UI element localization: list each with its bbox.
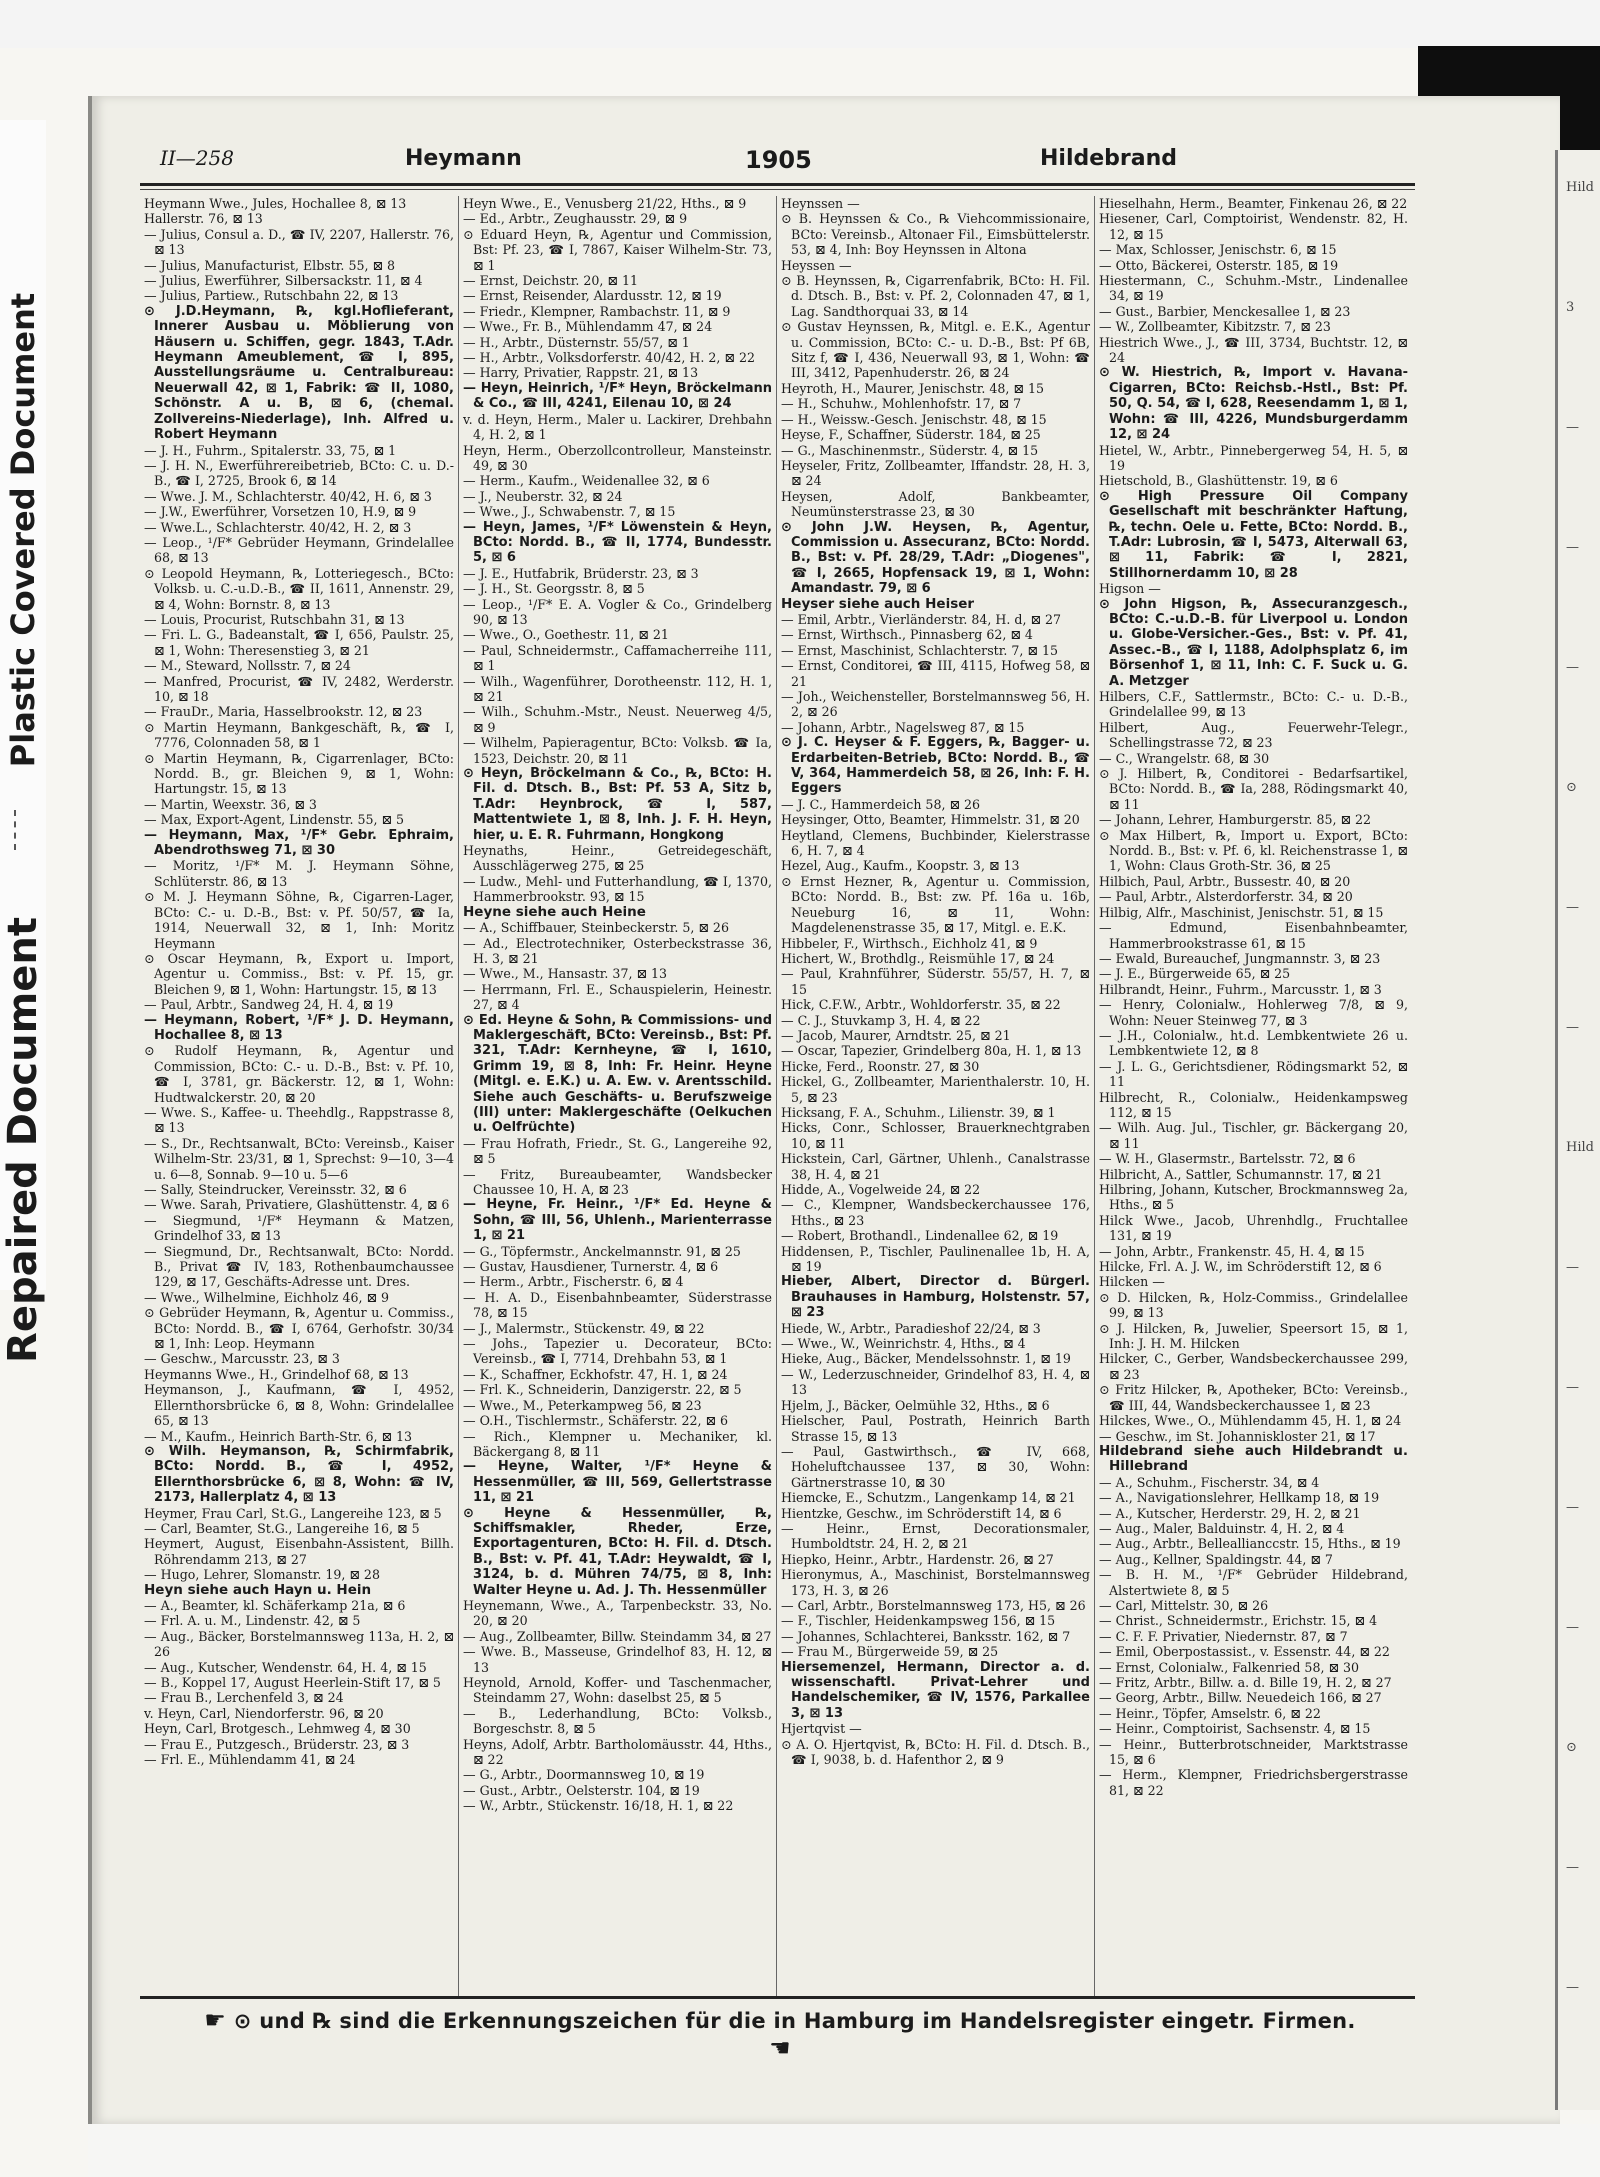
directory-entry: — F., Tischler, Heidenkampsweg 156, ⊠ 15 [781, 1613, 1056, 1629]
directory-entry: — Heyn, James, ¹/F* Löwenstein & Heyn, BCto: Nordd. B., ☎ II, 1774, Bundesstr. 5, ⊠ 6 [463, 519, 772, 566]
directory-entry: Hiestermann, C., Schuhm.-Mstr., Lindenallee 34, ⊠ 19 [1099, 273, 1408, 304]
directory-entry: Hiesener, Carl, Comptoirist, Wendenstr. 82, H. 12, ⊠ 15 [1099, 211, 1408, 242]
directory-entry: Hiede, W., Arbtr., Paradieshof 22/24, ⊠ 3 [781, 1320, 1041, 1336]
directory-entry: Heymer, Frau Carl, St.G., Langereihe 123, ⊠ 5 [144, 1505, 442, 1521]
directory-entry: Hickel, G., Zollbeamter, Marienthalerstr. 10, H. 5, ⊠ 23 [781, 1074, 1090, 1105]
directory-entry: Hjertqvist — [781, 1721, 862, 1737]
directory-entry: ⊙ Oscar Heymann, ℞, Export u. Import, Agentur u. Commiss., Bst: v. Pf. 15, gr. Bleichen 9, ⊠ 1, Wohn: Hartungstr. 15, ⊠ 13 [144, 950, 454, 997]
directory-entry: — Wwe. Sarah, Privatiere, Glashüttenstr. 4, ⊠ 6 [144, 1197, 450, 1213]
directory-entry: — A., Schuhm., Fischerstr. 34, ⊠ 4 [1099, 1474, 1320, 1490]
directory-entry: Heysen, Adolf, Bankbeamter, Neumünsterstrasse 23, ⊠ 30 [781, 488, 1090, 520]
directory-entry: Hilck Wwe., Jacob, Uhrenhdlg., Fruchtallee 131, ⊠ 19 [1099, 1212, 1408, 1244]
page-header [160, 146, 1420, 182]
directory-entry: ⊙ Heyn, Bröckelmann & Co., ℞, BCto: H. Fil. d. Dtsch. B., Bst: Pf. 53 A, Sitz b, T.Adr: Heynbrock, ☎ I, 587, Mattentwiete 1, ⊠ 8, Inh. J. F. H. Heyn, hier, u. E. R. Fuhrmann, Hongkong [463, 766, 772, 843]
header-rule-thin [140, 189, 1415, 190]
directory-entry: — FrauDr., Maria, Hasselbrookstr. 12, ⊠ 23 [144, 704, 423, 720]
directory-entry: — Gust., Arbtr., Oelsterstr. 104, ⊠ 19 [463, 1782, 700, 1798]
directory-entry: ⊙ Martin Heymann, Bankgeschäft, ℞, ☎ I, 7776, Colonnaden 58, ⊠ 1 [144, 719, 454, 751]
directory-entry: Heyns, Adolf, Arbtr. Bartholomäusstr. 44, Hths., ⊠ 22 [463, 1736, 772, 1768]
adjacent-page-fragment: Hild [1566, 1140, 1594, 1155]
directory-entry: — Herm., Arbtr., Fischerstr. 6, ⊠ 4 [463, 1274, 684, 1290]
directory-entry: — O.H., Tischlermstr., Schäferstr. 22, ⊠ 6 [463, 1413, 729, 1429]
directory-entry: — Frl. E., Mühlendamm 41, ⊠ 24 [144, 1752, 356, 1768]
directory-entry: — Heyne, Walter, ¹/F* Heyne & Hessenmüller, ☎ III, 569, Gellertstrasse 11, ⊠ 21 [463, 1459, 772, 1506]
directory-columns [140, 196, 1415, 1996]
directory-entry: Hilcke, Frl. A. J. W., im Schröderstift 12, ⊠ 6 [1099, 1259, 1382, 1275]
directory-entry: — Carl, Mittelstr. 30, ⊠ 26 [1099, 1597, 1269, 1613]
directory-entry: — Louis, Procurist, Rutschbahn 31, ⊠ 13 [144, 611, 405, 627]
directory-entry: — Herm., Kaufm., Weidenallee 32, ⊠ 6 [463, 473, 710, 489]
directory-entry: — Paul, Arbtr., Alsterdorferstr. 34, ⊠ 20 [1099, 889, 1353, 905]
directory-entry: — J.W., Ewerführer, Vorsetzen 10, H.9, ⊠ 9 [144, 504, 417, 520]
directory-entry: — M., Kaufm., Heinrich Barth-Str. 6, ⊠ 13 [144, 1428, 413, 1444]
column-3 [776, 196, 1094, 1996]
directory-entry: ⊙ J.D.Heymann, ℞, kgl.Hoflieferant, Innerer Ausbau u. Möblierung von Häusern u. Schiffen, gegr. 1843, T.Adr. Heymann Ameublement, ☎ I, 895, Ausstellungsräume u. Centralbureau: Neuerwall 42, ⊠ 1, Fabrik: ☎ II, 1080, Schönstr. A u. B, ⊠ 6, (chemal. Zollvereins-Niederlage), Inh. Alfred u. Robert Heymann [144, 303, 454, 443]
directory-entry: — Otto, Bäckerei, Osterstr. 185, ⊠ 19 [1099, 257, 1339, 273]
directory-entry: v. d. Heyn, Herm., Maler u. Lackirer, Drehbahn 4, H. 2, ⊠ 1 [463, 411, 772, 443]
directory-entry: — C., Klempner, Wandsbeckerchaussee 176, Hths., ⊠ 23 [781, 1197, 1090, 1228]
directory-entry: ⊙ B. Heynssen & Co., ℞ Viehcommissionaire, BCto: Vereinsb., Altonaer Fil., Eimsbüttelerstr. 53, ⊠ 4, Inh: Boy Heynssen in Altona [781, 211, 1090, 258]
directory-entry: ⊙ Rudolf Heymann, ℞, Agentur und Commission, BCto: C.- u. D.-B., Bst: v. Pf. 10, ☎ I, 3781, gr. Bäckerstr. 12, ⊠ 1, Wohn: Hudtwalckerstr. 20, ⊠ 20 [144, 1043, 454, 1105]
directory-entry: — Leop., ¹/F* E. A. Vogler & Co., Grindelberg 90, ⊠ 13 [463, 596, 772, 627]
directory-entry: — Wilh. Aug. Jul., Tischler, gr. Bäckergang 20, ⊠ 11 [1099, 1120, 1408, 1151]
directory-entry: — Wwe., M., Hansastr. 37, ⊠ 13 [463, 966, 668, 982]
directory-entry: — B., Lederhandlung, BCto: Volksb., Borgeschstr. 8, ⊠ 5 [463, 1705, 772, 1737]
directory-entry: ⊙ Heyne & Hessenmüller, ℞, Schiffsmakler, Rheder, Erze, Exportagenturen, BCto: H. Fil. d. Dtsch. B., Bst: v. Pf. 41, T.Adr: Heywaldt, ☎ I, 3124, b. d. Mühren 74/75, ⊠ 8, Inh: Walter Heyne u. Ad. J. Th. Hessenmüller [463, 1505, 772, 1598]
directory-entry: — Wwe. J. M., Schlachterstr. 40/42, H. 6, ⊠ 3 [144, 488, 432, 504]
directory-entry: — H., Schuhw., Mohlenhofstr. 17, ⊠ 7 [781, 396, 1022, 412]
adjacent-page-fragment: — [1566, 1260, 1579, 1275]
adjacent-page-fragment: — [1566, 1980, 1579, 1995]
directory-entry: — Julius, Manufacturist, Elbstr. 55, ⊠ 8 [144, 257, 396, 273]
directory-entry: Heyseler, Fritz, Zollbeamter, Iffandstr. 28, H. 3, ⊠ 24 [781, 457, 1090, 489]
directory-entry: — Ludw., Mehl- und Futterhandlung, ☎ I, 1370, Hammerbrookstr. 93, ⊠ 15 [463, 873, 772, 905]
directory-entry: — G., Maschinenmstr., Süderstr. 4, ⊠ 15 [781, 442, 1039, 458]
directory-entry: — Ernst, Reisender, Alardusstr. 12, ⊠ 19 [463, 288, 722, 304]
directory-entry: — Gust., Barbier, Menckesallee 1, ⊠ 23 [1099, 303, 1351, 319]
directory-entry: — Fritz, Bureaubeamter, Wandsbecker Chaussee 10, H. A, ⊠ 23 [463, 1166, 772, 1197]
footer-text: ⊙ und ℞ sind die Erkennungszeichen für die in Hamburg im Handelsregister eingetr. Firmen. [233, 2009, 1356, 2033]
directory-entry: — J. H., Fuhrm., Spitalerstr. 33, 75, ⊠ 1 [144, 442, 397, 458]
directory-entry: Hezel, Aug., Kaufm., Koopstr. 3, ⊠ 13 [781, 858, 1020, 874]
directory-entry: — H., Arbtr., Düsternstr. 55/57, ⊠ 1 [463, 334, 690, 350]
directory-entry: — C. F. F. Privatier, Niedernstr. 87, ⊠ 7 [1099, 1628, 1348, 1644]
directory-entry: — Robert, Brothandl., Lindenallee 62, ⊠ 19 [781, 1228, 1059, 1244]
directory-entry: ⊙ Eduard Heyn, ℞, Agentur und Commission, Bst: Pf. 23, ☎ I, 7867, Kaiser Wilhelm-Str. 73, ⊠ 1 [463, 226, 772, 273]
directory-entry: — Harry, Privatier, Rappstr. 21, ⊠ 13 [463, 365, 699, 381]
directory-entry: — Ed., Arbtr., Zeughausstr. 29, ⊠ 9 [463, 211, 688, 227]
directory-entry: Hielscher, Paul, Postrath, Heinrich Barth Strasse 15, ⊠ 13 [781, 1413, 1090, 1444]
repaired-text: Repaired Document [0, 917, 46, 1363]
adjacent-page-fragment: — [1566, 1020, 1579, 1035]
column-2 [458, 196, 776, 1996]
adjacent-page-fragment: — [1566, 1620, 1579, 1635]
directory-entry: Hiestrich Wwe., J., ☎ III, 3734, Buchtstr. 12, ⊠ 24 [1099, 334, 1408, 366]
directory-entry: — Max, Schlosser, Jenischstr. 6, ⊠ 15 [1099, 242, 1337, 258]
directory-entry: — Julius, Partiew., Rutschbahn 22, ⊠ 13 [144, 288, 399, 304]
directory-entry: — J., Malermstr., Stückenstr. 49, ⊠ 22 [463, 1320, 705, 1336]
directory-entry: ⊙ B. Heynssen, ℞, Cigarrenfabrik, BCto: H. Fil. d. Dtsch. B., Bst: v. Pf. 2, Colonnaden 47, ⊠ 1, Lag. Sandthorquai 33, ⊠ 14 [781, 273, 1090, 319]
directory-entry: — K., Schaffner, Eckhofstr. 47, H. 1, ⊠ 24 [463, 1366, 728, 1382]
directory-entry: Hilbich, Paul, Arbtr., Bussestr. 40, ⊠ 20 [1099, 873, 1351, 889]
directory-entry: — Wwe. S., Kaffee- u. Theehdlg., Rappstrasse 8, ⊠ 13 [144, 1104, 454, 1136]
directory-entry: ⊙ John Higson, ℞, Assecuranzgesch., BCto: C.-u.D.-B. für Liverpool u. London u. Globe-Versicher.-Ges., Bst: v. Pf. 41, Assec.-B., ☎ I, 1188, Adolphsplatz 6, im Börsenhof 1, ⊠ 11, Inh: C. F. Suck u. G. A. Metzger [1099, 596, 1408, 689]
directory-entry: Hilbrandt, Heinr., Fuhrm., Marcusstr. 1, ⊠ 3 [1099, 981, 1382, 997]
directory-entry: — Paul, Schneidermstr., Caffamacherreihe 111, ⊠ 1 [463, 642, 772, 674]
directory-entry: — Heinr., Butterbrotschneider, Marktstrasse 15, ⊠ 6 [1099, 1736, 1408, 1768]
directory-entry: Heynssen — [781, 196, 860, 211]
directory-entry: ⊙ Ed. Heyne & Sohn, ℞ Commissions- und Maklergeschäft, BCto: Vereinsb., Bst: Pf. 321, T.Adr: Kernheyne, ☎ I, 1610, Grimm 19, ⊠ 8, Inh: Fr. Heinr. Heyne (Mitgl. e. E.K.) u. A. Ew. v. Arentsschild. Siehe auch Geschäfts- u. Berufszweige (III) unter: Maklergeschäfte (Oelkuchen u. Oelfrüchte) [463, 1012, 772, 1136]
directory-entry: — Heinr., Ernst, Decorationsmaler, Humboldtstr. 24, H. 2, ⊠ 21 [781, 1520, 1090, 1552]
directory-entry: — Julius, Ewerführer, Silbersackstr. 11, ⊠ 4 [144, 273, 423, 289]
directory-entry: — Ewald, Bureauchef, Jungmannstr. 3, ⊠ 23 [1099, 950, 1381, 966]
directory-entry: ⊙ High Pressure Oil Company Gesellschaft mit beschränkter Haftung, ℞, techn. Oele u. Fette, BCto: Nordd. B., T.Adr: Lubrosin, ☎ I, 5473, Alterwall 63, ⊠ 11, Fabrik: ☎ I, 2821, Stillhornerdamm 10, ⊠ 28 [1099, 488, 1408, 581]
directory-entry: — Heyne, Fr. Heinr., ¹/F* Ed. Heyne & Sohn, ☎ III, 56, Uhlenh., Marienterrasse 1, ⊠ 21 [463, 1197, 772, 1244]
directory-entry: Hiepko, Heinr., Arbtr., Hardenstr. 26, ⊠ 27 [781, 1551, 1054, 1567]
directory-entry: — Wwe., O., Goethestr. 11, ⊠ 21 [463, 627, 669, 643]
directory-entry: Hilckes, Wwe., O., Mühlendamm 45, H. 1, ⊠ 24 [1099, 1413, 1402, 1429]
directory-entry: — Geschw., im St. Johanniskloster 21, ⊠ 17 [1099, 1428, 1376, 1444]
plastic-covered-label [0, 260, 46, 800]
directory-entry: ⊙ Leopold Heymann, ℞, Lotteriegesch., BCto: Volksb. u. C.-u.D.-B., ☎ II, 1611, Annenstr. 29, ⊠ 4, Wohn: Bornstr. 8, ⊠ 13 [144, 565, 454, 612]
directory-entry: — Siegmund, Dr., Rechtsanwalt, BCto: Nordd. B., Privat ☎ IV, 183, Rothenbaumchaussee 129, ⊠ 17, Geschäfts-Adresse unt. Dres. [144, 1243, 454, 1290]
scanner-bottom [88, 2124, 1600, 2177]
directory-entry: — Paul, Gastwirthsch., ☎ IV, 668, Hoheluftchaussee 137, ⊠ 30, Wohn: Gärtnerstrasse 10, ⊠ 30 [781, 1443, 1090, 1490]
directory-entry: Hieselhahn, Herm., Beamter, Finkenau 26, ⊠ 22 [1099, 196, 1408, 211]
directory-entry: Hiersemenzel, Hermann, Director a. d. wissenschaftl. Privat-Lehrer und Handelschemiker, ☎ IV, 1576, Parkallee 3, ⊠ 13 [781, 1659, 1090, 1721]
directory-entry: Hietschold, B., Glashüttenstr. 19, ⊠ 6 [1099, 473, 1338, 489]
directory-entry: — Oscar, Tapezier, Grindelberg 80a, H. 1, ⊠ 13 [781, 1043, 1082, 1059]
directory-entry: ⊙ J. C. Heyser & F. Eggers, ℞, Bagger- u. Erdarbeiten-Betrieb, BCto: Nordd. B., ☎ V, 364, Hammerdeich 58, ⊠ 26, Inh: F. H. Eggers [781, 735, 1090, 797]
directory-entry: — C., Wrangelstr. 68, ⊠ 30 [1099, 750, 1270, 766]
directory-entry: Hieber, Albert, Director d. Bürgerl. Brauhauses in Hamburg, Holstenstr. 57, ⊠ 23 [781, 1274, 1090, 1321]
directory-entry: — Carl, Arbtr., Borstelmannsweg 173, H5, ⊠ 26 [781, 1597, 1086, 1613]
directory-entry: — C. J., Stuvkamp 3, H. 4, ⊠ 22 [781, 1012, 981, 1028]
header-year: 1905 [745, 146, 812, 174]
directory-entry: Hilcken — [1099, 1274, 1165, 1290]
directory-entry: Heyn Wwe., E., Venusberg 21/22, Hths., ⊠ 9 [463, 196, 747, 211]
page-footer [200, 2006, 1360, 2062]
directory-entry: — Johs., Tapezier u. Decorateur, BCto: Vereinsb., ☎ I, 7714, Drehbahn 53, ⊠ 1 [463, 1336, 772, 1367]
directory-entry: Heyroth, H., Maurer, Jenischstr. 48, ⊠ 15 [781, 380, 1044, 396]
directory-entry: — G., Töpfermstr., Anckelmannstr. 91, ⊠ 25 [463, 1243, 741, 1259]
directory-entry: Heyssen — [781, 257, 852, 273]
directory-entry: Heyn, Herm., Oberzollcontrolleur, Mansteinstr. 49, ⊠ 30 [463, 442, 772, 473]
directory-entry: — J. C., Hammerdeich 58, ⊠ 26 [781, 796, 981, 812]
directory-entry: Heymann Wwe., Jules, Hochallee 8, ⊠ 13 [144, 196, 407, 211]
directory-entry: — G., Arbtr., Doormannsweg 10, ⊠ 19 [463, 1767, 705, 1783]
directory-entry: Hidde, A., Vogelweide 24, ⊠ 22 [781, 1182, 981, 1197]
directory-entry: Heyser siehe auch Heiser [781, 595, 975, 612]
directory-entry: — Heyn, Heinrich, ¹/F* Heyn, Bröckelmann & Co., ☎ III, 4241, Eilenau 10, ⊠ 24 [463, 380, 772, 412]
directory-entry: — Joh., Weichensteller, Borstelmannsweg 56, H. 2, ⊠ 26 [781, 689, 1090, 720]
directory-entry: — Geschw., Marcusstr. 23, ⊠ 3 [144, 1351, 340, 1367]
directory-entry: ⊙ Wilh. Heymanson, ℞, Schirmfabrik, BCto: Nordd. B., ☎ I, 4952, Ellernthorsbrücke 6, ⊠ 8, Wohn: ☎ IV, 2173, Hallerplatz 4, ⊠ 13 [144, 1443, 454, 1506]
directory-entry: Hicksang, F. A., Schuhm., Lilienstr. 39, ⊠ 1 [781, 1104, 1056, 1120]
directory-entry: — Gustav, Hausdiener, Turnerstr. 4, ⊠ 6 [463, 1259, 719, 1275]
directory-entry: ⊙ J. Hilcken, ℞, Juwelier, Speersort 15, ⊠ 1, Inh: J. H. M. Hilcken [1099, 1320, 1408, 1352]
directory-entry: — Johann, Lehrer, Hamburgerstr. 85, ⊠ 22 [1099, 812, 1372, 828]
directory-entry: — H., Weissw.-Gesch. Jenischstr. 48, ⊠ 15 [781, 411, 1047, 427]
directory-entry: — Aug., Maler, Balduinstr. 4, H. 2, ⊠ 4 [1099, 1520, 1345, 1536]
directory-entry: — Wwe. B., Masseuse, Grindelhof 83, H. 12, ⊠ 13 [463, 1644, 772, 1675]
directory-entry: ⊙ W. Hiestrich, ℞, Import v. Havana-Cigarren, BCto: Reichsb.-Hstl., Bst: Pf. 50, Q. 54, ☎ I, 628, Reesendamm 1, ⊠ 1, Wohn: ☎ III, 4226, Mundsburgerdamm 12, ⊠ 24 [1099, 365, 1408, 443]
directory-entry: — Georg, Arbtr., Billw. Neuedeich 166, ⊠ 27 [1099, 1690, 1382, 1706]
directory-entry: — Heymann, Max, ¹/F* Gebr. Ephraim, Abendrothsweg 71, ⊠ 30 [144, 827, 454, 859]
directory-entry: Hibbeler, F., Wirthsch., Eichholz 41, ⊠ 9 [781, 935, 1038, 951]
directory-entry: — Manfred, Procurist, ☎ IV, 2482, Werderstr. 10, ⊠ 18 [144, 673, 454, 704]
directory-entry: Hicks, Conr., Schlosser, Brauerknechtgraben 10, ⊠ 11 [781, 1120, 1090, 1151]
directory-entry: ⊙ Ernst Hezner, ℞, Agentur u. Commission, BCto: Nordd. B., Bst: zw. Pf. 16a u. 16b, Neueburg 16, ⊠ 11, Wohn: Magdelenenstrasse 35, ⊠ 17, Mitgl. e. E.K. [781, 873, 1090, 936]
directory-entry: — Ad., Electrotechniker, Osterbeckstrasse 36, H. 3, ⊠ 21 [463, 935, 772, 966]
directory-entry: Hietel, W., Arbtr., Pinnebergerweg 54, H. 5, ⊠ 19 [1099, 442, 1408, 473]
directory-entry: — W., Zollbeamter, Kibitzstr. 7, ⊠ 23 [1099, 319, 1331, 335]
adjacent-page-fragment: — [1566, 540, 1579, 555]
footer-rule [140, 1996, 1415, 1999]
directory-entry: — B., Koppel 17, August Heerlein-Stift 17, ⊠ 5 [144, 1675, 441, 1690]
adjacent-page-fragment: ⊙ [1566, 1740, 1577, 1755]
directory-entry: — Frau E., Putzgesch., Brüderstr. 23, ⊠ 3 [144, 1736, 410, 1752]
plastic-covered-text: Plastic Covered Document [4, 292, 42, 768]
directory-entry: — Wilhelm, Papieragentur, BCto: Volksb. ☎ Ia, 1523, Deichstr. 20, ⊠ 11 [463, 735, 772, 766]
pointing-hand-right-icon: ☚ [769, 2034, 791, 2062]
pointing-hand-left-icon: ☛ [204, 2006, 227, 2034]
directory-entry: — Emil, Oberpostassist., v. Essenstr. 44, ⊠ 22 [1099, 1644, 1390, 1660]
directory-entry: — Henry, Colonialw., Hohlerweg 7/8, ⊠ 9, Wohn: Neuer Steinweg 77, ⊠ 3 [1099, 997, 1408, 1028]
directory-entry: — B. H. M., ¹/F* Gebrüder Hildebrand, Alstertwiete 8, ⊠ 5 [1099, 1567, 1408, 1598]
directory-entry: — S., Dr., Rechtsanwalt, BCto: Vereinsb., Kaiser Wilhelm-Str. 23/31, ⊠ 1, Sprechst: 9—10, 3—4 u. 6—8, Sonnab. 9—10 u. 5—6 [144, 1135, 454, 1182]
directory-entry: — Aug., Arbtr., Belleallianccstr. 15, Hths., ⊠ 19 [1099, 1536, 1401, 1552]
directory-entry: — J. H., St. Georgsstr. 8, ⊠ 5 [463, 581, 645, 597]
directory-entry: — Johannes, Schlachterei, Banksstr. 162, ⊠ 7 [781, 1628, 1071, 1644]
directory-entry: — Wwe., Wilhelmine, Eichholz 46, ⊠ 9 [144, 1289, 390, 1305]
directory-entry: — Herm., Klempner, Friedrichsbergerstrasse 81, ⊠ 22 [1099, 1767, 1408, 1798]
directory-entry: Hieke, Aug., Bäcker, Mendelssohnstr. 1, ⊠ 19 [781, 1351, 1071, 1367]
directory-entry: Heynemann, Wwe., A., Tarpenbeckstr. 33, No. 20, ⊠ 20 [463, 1597, 772, 1629]
preservation-label [0, 120, 46, 1363]
directory-entry: Hilcker, C., Gerber, Wandsbeckerchaussee 299, ⊠ 23 [1099, 1351, 1408, 1382]
directory-entry: — Johann, Arbtr., Nagelsweg 87, ⊠ 15 [781, 719, 1025, 735]
directory-entry: — Martin, Weexstr. 36, ⊠ 3 [144, 796, 317, 812]
directory-entry: — M., Steward, Nollsstr. 7, ⊠ 24 [144, 658, 351, 674]
directory-entry: — Leop., ¹/F* Gebrüder Heymann, Grindelallee 68, ⊠ 13 [144, 534, 454, 566]
directory-entry: — Ernst, Deichstr. 20, ⊠ 11 [463, 273, 638, 289]
directory-entry: Hallerstr. 76, ⊠ 13 [144, 211, 263, 227]
directory-entry: Hicke, Ferd., Roonstr. 27, ⊠ 30 [781, 1058, 980, 1074]
directory-entry: — W., Arbtr., Stückenstr. 16/18, H. 1, ⊠ 22 [463, 1798, 734, 1814]
directory-entry: — Frau M., Bürgerweide 59, ⊠ 25 [781, 1644, 999, 1660]
directory-entry: — A., Schiffbauer, Steinbeckerstr. 5, ⊠ 26 [463, 920, 729, 936]
directory-entry: Heyn, Carl, Brotgesch., Lehmweg 4, ⊠ 30 [144, 1721, 411, 1737]
label-divider [14, 810, 18, 850]
directory-entry: — Emil, Arbtr., Vierländerstr. 84, H. d, ⊠ 27 [781, 611, 1062, 627]
page-number: II—258 [160, 146, 234, 170]
directory-entry: — Wwe., W., Weinrichstr. 4, Hths., ⊠ 4 [781, 1336, 1026, 1352]
directory-entry: ⊙ M. J. Heymann Söhne, ℞, Cigarren-Lager, BCto: C.- u. D.-B., Bst: v. Pf. 50/57, ☎ Ia, 1914, Neuerwall 32, ⊠ 1, Inh: Moritz Heymann [144, 889, 454, 951]
directory-entry: Hiddensen, P., Tischler, Paulinenallee 1b, H. A, ⊠ 19 [781, 1243, 1090, 1275]
directory-entry: Hildebrand siehe auch Hildebrandt u. Hillebrand [1099, 1442, 1408, 1475]
directory-entry: — W., Lederzuschneider, Grindelhof 83, H. 4, ⊠ 13 [781, 1366, 1090, 1398]
directory-entry: — Wwe., M., Peterkampweg 56, ⊠ 23 [463, 1397, 702, 1413]
directory-entry: Heymanns Wwe., H., Grindelhof 68, ⊠ 13 [144, 1366, 409, 1382]
adjacent-page-fragment: — [1566, 1860, 1579, 1875]
directory-entry: — Max, Export-Agent, Lindenstr. 55, ⊠ 5 [144, 812, 405, 828]
directory-entry: Hilbig, Alfr., Maschinist, Jenischstr. 51, ⊠ 15 [1099, 904, 1384, 920]
directory-entry: Higson — [1099, 581, 1161, 597]
directory-entry: Heytland, Clemens, Buchbinder, Kielerstrasse 6, H. 7, ⊠ 4 [781, 827, 1090, 859]
directory-entry: — Moritz, ¹/F* M. J. Heymann Söhne, Schlüterstr. 86, ⊠ 13 [144, 858, 454, 889]
directory-entry: — Heymann, Robert, ¹/F* J. D. Heymann, Hochallee 8, ⊠ 13 [144, 1012, 454, 1043]
directory-entry: Heyne siehe auch Heine [463, 903, 646, 920]
directory-entry: — J., Neuberstr. 32, ⊠ 24 [463, 488, 623, 504]
directory-entry: — John, Arbtr., Frankenstr. 45, H. 4, ⊠ 15 [1099, 1243, 1365, 1259]
directory-entry: — Jacob, Maurer, Arndtstr. 25, ⊠ 21 [781, 1027, 1011, 1043]
directory-entry: — Fri. L. G., Badeanstalt, ☎ I, 656, Paulstr. 25, ⊠ 1, Wohn: Theresenstieg 3, ⊠ 21 [144, 627, 454, 658]
directory-entry: — Wilh., Wagenführer, Dorotheenstr. 112, H. 1, ⊠ 21 [463, 673, 772, 704]
adjacent-page-fragment: — [1566, 420, 1579, 435]
adjacent-page-fragment: — [1566, 1380, 1579, 1395]
scanner-background [0, 0, 1600, 48]
directory-entry: Hilbrecht, R., Colonialw., Heidenkampsweg 112, ⊠ 15 [1099, 1089, 1408, 1120]
directory-entry: ⊙ Max Hilbert, ℞, Import u. Export, BCto: Nordd. B., Bst: v. Pf. 6, kl. Reichenstrasse 1, ⊠ 1, Wohn: Claus Groth-Str. 36, ⊠ 25 [1099, 827, 1408, 874]
directory-entry: Hilbricht, A., Sattler, Schumannstr. 17, ⊠ 21 [1099, 1166, 1383, 1182]
directory-entry: — Rich., Klempner u. Mechaniker, kl. Bäckergang 8, ⊠ 11 [463, 1428, 772, 1459]
directory-entry: — Paul, Arbtr., Sandweg 24, H. 4, ⊠ 19 [144, 997, 394, 1013]
directory-entry: Hieronymus, A., Maschinist, Borstelmannsweg 173, H. 3, ⊠ 26 [781, 1567, 1090, 1598]
directory-entry: — H. A. D., Eisenbahnbeamter, Süderstrasse 78, ⊠ 15 [463, 1289, 772, 1321]
directory-entry: Heyse, F., Schaffner, Süderstr. 184, ⊠ 25 [781, 427, 1041, 443]
directory-entry: — Wwe., Fr. B., Mühlendamm 47, ⊠ 24 [463, 319, 713, 335]
directory-entry: Hichert, W., Brothdlg., Reismühle 17, ⊠ 24 [781, 950, 1055, 966]
directory-entry: ⊙ J. Hilbert, ℞, Conditorei - Bedarfsartikel, BCto: Nordd. B., ☎ Ia, 288, Rödingsmarkt 40, ⊠ 11 [1099, 766, 1408, 812]
directory-entry: Hientzke, Geschw., im Schröderstift 14, ⊠ 6 [781, 1505, 1062, 1521]
directory-entry: ⊙ A. O. Hjertqvist, ℞, BCto: H. Fil. d. Dtsch. B., ☎ I, 9038, b. d. Hafenthor 2, ⊠ 9 [781, 1736, 1090, 1768]
directory-entry: Hilbert, Aug., Feuerwehr-Telegr., Schellingstrasse 72, ⊠ 23 [1099, 719, 1408, 751]
directory-entry: — J. H. N., Ewerführereibetrieb, BCto: C. u. D.-B., ☎ I, 2725, Brook 6, ⊠ 14 [144, 457, 454, 489]
header-last-name: Hildebrand [1040, 146, 1178, 171]
adjacent-page-fragment: Hild [1566, 180, 1594, 195]
directory-entry: ⊙ D. Hilcken, ℞, Holz-Commiss., Grindelallee 99, ⊠ 13 [1099, 1289, 1408, 1321]
directory-entry: — Heinr., Comptoirist, Sachsenstr. 4, ⊠ 15 [1099, 1721, 1371, 1737]
adjacent-page-fragment: — [1566, 1500, 1579, 1515]
directory-entry: — Ernst, Conditorei, ☎ III, 4115, Hofweg 58, ⊠ 21 [781, 658, 1090, 689]
directory-entry: — J. E., Bürgerweide 65, ⊠ 25 [1099, 966, 1291, 982]
directory-entry: — Julius, Consul a. D., ☎ IV, 2207, Hallerstr. 76, ⊠ 13 [144, 226, 454, 258]
directory-entry: Heyn siehe auch Hayn u. Hein [144, 1581, 372, 1598]
directory-entry: — Aug., Zollbeamter, Billw. Steindamm 34, ⊠ 27 [463, 1628, 772, 1644]
directory-entry: — W. H., Glasermstr., Bartelsstr. 72, ⊠ 6 [1099, 1151, 1356, 1167]
directory-entry: — Wilh., Schuhm.-Mstr., Neust. Neuerweg 4/5, ⊠ 9 [463, 704, 772, 735]
adjacent-page-fragment: — [1566, 660, 1579, 675]
directory-entry: — Fritz, Arbtr., Billw. a. d. Bille 19, H. 2, ⊠ 27 [1099, 1675, 1392, 1690]
directory-entry: — Frau Hofrath, Friedr., St. G., Langereihe 92, ⊠ 5 [463, 1135, 772, 1167]
directory-entry: Hickstein, Carl, Gärtner, Uhlenh., Canalstrasse 38, H. 4, ⊠ 21 [781, 1151, 1090, 1182]
adjacent-page-fragment: 3 [1566, 300, 1575, 315]
directory-entry: — Frau B., Lerchenfeld 3, ⊠ 24 [144, 1690, 344, 1706]
directory-entry: — Ernst, Wirthsch., Pinnasberg 62, ⊠ 4 [781, 627, 1033, 643]
adjacent-page-strip [1555, 150, 1600, 2110]
directory-entry: Hiemcke, E., Schutzm., Langenkamp 14, ⊠ 21 [781, 1490, 1076, 1506]
directory-entry: — J. L. G., Gerichtsdiener, Rödingsmarkt 52, ⊠ 11 [1099, 1058, 1408, 1090]
adjacent-page-fragment: — [1566, 900, 1579, 915]
directory-entry: — Siegmund, ¹/F* Heymann & Matzen, Grindelhof 33, ⊠ 13 [144, 1212, 454, 1244]
directory-entry: ⊙ John J.W. Heysen, ℞, Agentur, Commission u. Assecuranz, BCto: Nordd. B., Bst: v. Pf. 28/29, T.Adr: „Diogenes", ☎ I, 2665, Hopfensack 19, ⊠ 1, Wohn: Amandastr. 79, ⊠ 6 [781, 519, 1090, 597]
directory-entry: v. Heyn, Carl, Niendorferstr. 96, ⊠ 20 [144, 1705, 384, 1721]
directory-entry: ⊙ Martin Heymann, ℞, Cigarrenlager, BCto: Nordd. B., gr. Bleichen 9, ⊠ 1, Wohn: Hartungstr. 15, ⊠ 13 [144, 750, 454, 797]
directory-entry: — Ernst, Colonialw., Falkenried 58, ⊠ 30 [1099, 1659, 1360, 1675]
directory-entry: Heymert, August, Eisenbahn-Assistent, Billh. Röhrendamm 213, ⊠ 27 [144, 1536, 454, 1567]
directory-entry: Hjelm, J., Bäcker, Oelmühle 32, Hths., ⊠ 6 [781, 1397, 1050, 1413]
directory-entry: — Aug., Kellner, Spaldingstr. 44, ⊠ 7 [1099, 1551, 1333, 1567]
directory-entry: — Herrmann, Frl. E., Schauspielerin, Heinestr. 27, ⊠ 4 [463, 981, 772, 1013]
directory-entry: Heynaths, Heinr., Getreidegeschäft, Ausschlägerweg 275, ⊠ 25 [463, 843, 772, 874]
directory-entry: — Aug., Kutscher, Wendenstr. 64, H. 4, ⊠ 15 [144, 1659, 427, 1675]
directory-entry: ⊙ Gebrüder Heymann, ℞, Agentur u. Commiss., BCto: Nordd. B., ☎ I, 6764, Gerhofstr. 30/34 ⊠ 1, Inh: Leop. Heymann [144, 1305, 454, 1352]
directory-entry: — H., Arbtr., Volksdorferstr. 40/42, H. 2, ⊠ 22 [463, 350, 755, 366]
column-1 [140, 196, 458, 1996]
directory-entry: — Hugo, Lehrer, Slomanstr. 19, ⊠ 28 [144, 1567, 380, 1583]
directory-entry: — J.H., Colonialw., ht.d. Lembkentwiete 26 u. Lembkentwiete 12, ⊠ 8 [1099, 1027, 1408, 1059]
adjacent-page-fragment: ⊙ [1566, 780, 1577, 795]
directory-entry: — J. E., Hutfabrik, Brüderstr. 23, ⊠ 3 [463, 565, 699, 581]
directory-entry: ⊙ Gustav Heynssen, ℞, Mitgl. e. E.K., Agentur u. Commission, BCto: C.- u. D.-B., Bst: Pf 6B, Sitz f, ☎ I, 436, Neuerwall 93, ⊠ 1, Wohn: ☎ III, 3412, Papenhuderstr. 26, ⊠ 24 [781, 319, 1090, 381]
directory-entry: Hick, C.F.W., Arbtr., Wohldorferstr. 35, ⊠ 22 [781, 997, 1061, 1013]
directory-entry: ⊙ Fritz Hilcker, ℞, Apotheker, BCto: Vereinsb., ☎ III, 44, Wandsbeckerchaussee 1, ⊠ 23 [1099, 1382, 1408, 1413]
directory-entry: — A., Kutscher, Herderstr. 29, H. 2, ⊠ 21 [1099, 1505, 1361, 1521]
directory-entry: — Heinr., Töpfer, Amselstr. 6, ⊠ 22 [1099, 1705, 1321, 1721]
header-rule [140, 183, 1415, 186]
column-4 [1094, 196, 1412, 1996]
directory-entry: — Paul, Krahnführer, Süderstr. 55/57, H. 7, ⊠ 15 [781, 966, 1090, 997]
directory-entry: — Wwe.L., Schlachterstr. 40/42, H. 2, ⊠ 3 [144, 519, 412, 535]
directory-entry: Hilbring, Johann, Kutscher, Brockmannsweg 2a, Hths., ⊠ 5 [1099, 1182, 1408, 1213]
directory-entry: — Ernst, Maschinist, Schlachterstr. 7, ⊠ 15 [781, 642, 1058, 658]
directory-entry: — Sally, Steindrucker, Vereinsstr. 32, ⊠ 6 [144, 1182, 407, 1197]
directory-entry: — Frl. A. u. M., Lindenstr. 42, ⊠ 5 [144, 1613, 361, 1629]
repaired-label [0, 860, 46, 1420]
directory-entry: Hilbers, C.F., Sattlermstr., BCto: C.- u. D.-B., Grindelallee 99, ⊠ 13 [1099, 689, 1408, 720]
directory-entry: — Aug., Bäcker, Borstelmannsweg 113a, H. 2, ⊠ 26 [144, 1628, 454, 1660]
directory-entry: — Carl, Beamter, St.G., Langereihe 16, ⊠ 5 [144, 1520, 420, 1536]
directory-entry: — Frl. K., Schneiderin, Danzigerstr. 22, ⊠ 5 [463, 1382, 742, 1398]
directory-entry: — A., Beamter, kl. Schäferkamp 21a, ⊠ 6 [144, 1597, 406, 1613]
directory-entry: Heynold, Arnold, Koffer- und Taschenmacher, Steindamm 27, Wohn: daselbst 25, ⊠ 5 [463, 1675, 772, 1706]
directory-entry: — Wwe., J., Schwabenstr. 7, ⊠ 15 [463, 504, 676, 520]
directory-entry: Heymanson, J., Kaufmann, ☎ I, 4952, Ellernthorsbrücke 6, ⊠ 8, Wohn: Grindelallee 65, ⊠ 13 [144, 1382, 454, 1429]
directory-entry: Heysinger, Otto, Beamter, Himmelstr. 31, ⊠ 20 [781, 812, 1080, 828]
directory-entry: — Christ., Schneidermstr., Erichstr. 15, ⊠ 4 [1099, 1613, 1378, 1629]
directory-entry: — Edmund, Eisenbahnbeamter, Hammerbrookstrasse 61, ⊠ 15 [1099, 920, 1408, 951]
directory-entry: — Friedr., Klempner, Rambachstr. 11, ⊠ 9 [463, 303, 731, 319]
header-first-name: Heymann [405, 146, 522, 171]
directory-entry: — A., Navigationslehrer, Hellkamp 18, ⊠ 19 [1099, 1490, 1380, 1506]
